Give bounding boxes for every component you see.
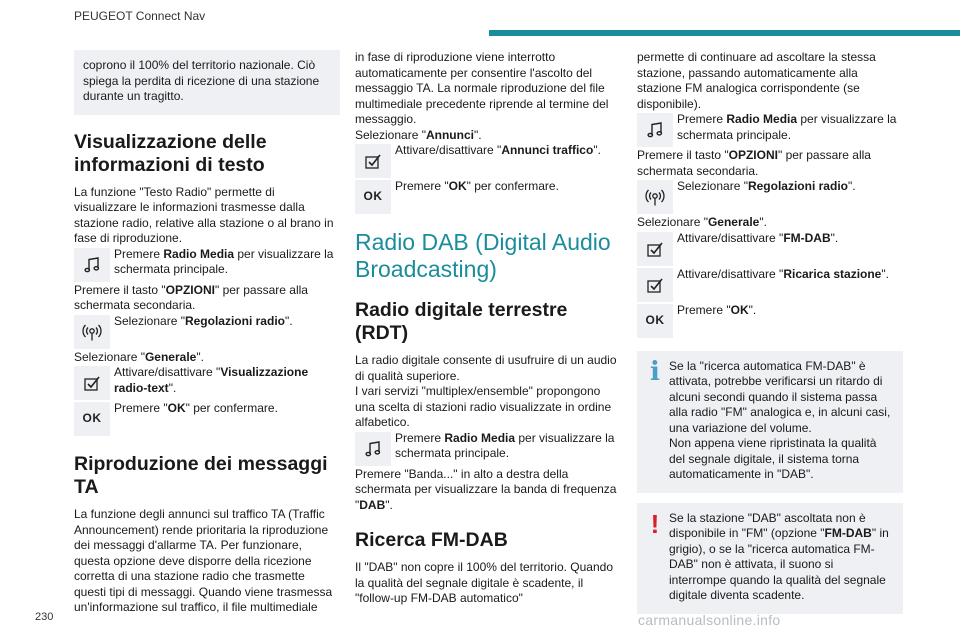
step-toggle-ricarica: Attivare/disattivare "Ricarica stazione". (637, 267, 903, 303)
ok-icon: OK (74, 402, 110, 436)
paragraph: Premere il tasto "OPZIONI" per passare alla schermata secondaria. (637, 148, 871, 178)
column-3 (637, 50, 903, 614)
radio-settings-icon (637, 180, 673, 214)
checkbox-icon (637, 268, 673, 302)
paragraph: La funzione degli annunci sul traffico TA (Traffic Announcement) rende prioritaria la riproduzione dei messaggi d'allarme TA. Per funzionare, questa opzione deve disporre della ricezione corretta di una stazione radio che trasmette questi tipi di messaggi. Quando viene trasmessa un'informazione sul traffico, il file multimediale (74, 507, 333, 614)
heading-fmdab: Ricerca FM-DAB (355, 529, 508, 551)
heading-rdt: Radio digitale terrestre (RDT) (355, 299, 568, 344)
paragraph: Selezionare "Annunci". (355, 127, 482, 142)
section-title-dab: Radio DAB (Digital Audio Broadcasting) (355, 229, 611, 282)
column-2 (355, 50, 621, 607)
step-radio-settings: Selezionare "Regolazioni radio". (637, 179, 903, 215)
step-toggle-fmdab: Attivare/disattivare "FM-DAB". (637, 231, 903, 267)
note-text: Se la "ricerca automatica FM-DAB" è attivata, potrebbe verificarsi un ritardo di alcuni secondi quando il sistema passa alla radio "FM" analogica e, in alcuni casi, una variazione del volume. (669, 358, 891, 435)
info-note (637, 351, 903, 493)
step-toggle-traffic: Attivare/disattivare "Annunci traffico". (355, 143, 621, 179)
note-box (74, 50, 340, 115)
step-toggle-radiotext: Attivare/disattivare "Visualizzazione radio-text". (74, 365, 340, 401)
checkbox-icon (637, 232, 673, 266)
step-radio-media: Premere Radio Media per visualizzare la schermata principale. (637, 112, 903, 148)
paragraph: La radio digitale consente di usufruire di un audio di qualità superiore. (355, 353, 617, 383)
checkbox-icon (74, 366, 110, 400)
step-radio-settings: Selezionare "Regolazioni radio". (74, 314, 340, 350)
paragraph: Il "DAB" non copre il 100% del territorio. Quando la qualità del segnale digitale è scadente, il "follow-up FM-DAB automatico" (355, 560, 613, 605)
step-ok: OK Premere "OK". (637, 303, 903, 339)
note-text: Non appena viene ripristinata la qualità del segnale digitale, il sistema torna automaticamente in "DAB". (669, 436, 877, 481)
paragraph: Premere il tasto "OPZIONI" per passare alla schermata secondaria. (74, 282, 308, 312)
step-ok: OK Premere "OK" per confermare. (355, 179, 621, 215)
radio-settings-icon (74, 315, 110, 349)
step-radio-media: Premere Radio Media per visualizzare la schermata principale. (355, 431, 621, 467)
ok-icon: OK (355, 180, 391, 214)
info-icon: i (650, 356, 660, 387)
heading-text-info: Visualizzazione delle informazioni di testo (74, 130, 267, 176)
music-note-icon (355, 432, 391, 466)
warning-icon: ! (650, 508, 660, 539)
header-title: PEUGEOT Connect Nav (74, 9, 206, 23)
heading-ta: Riproduzione dei messaggi TA (74, 453, 328, 498)
paragraph: Premere "Banda..." in alto a destra della schermata per visualizzare la banda di frequenza "DAB". (355, 466, 617, 512)
watermark: carmanualsonline.info (638, 612, 781, 628)
page-number: 230 (35, 611, 54, 623)
paragraph: in fase di riproduzione viene interrotto automaticamente per consentire l'ascolto del messaggio TA. La normale riproduzione del file multimediale precedente riprende al termine del messaggio. (355, 50, 609, 126)
warning-note (637, 503, 903, 614)
header-accent-bar (489, 30, 960, 36)
paragraph: Selezionare "Generale". (74, 349, 204, 364)
paragraph: Selezionare "Generale". (637, 215, 767, 229)
paragraph: I vari servizi "multiplex/ensemble" propongono una scelta di stazioni radio visualizzate in ordine alfabetico. (355, 384, 612, 429)
paragraph: permette di continuare ad ascoltare la stessa stazione, passando automaticamente alla stazione FM analogica corrispondente (se disponibile). (637, 50, 876, 111)
step-ok: OK Premere "OK" per confermare. (74, 401, 340, 437)
ok-icon: OK (637, 304, 673, 338)
column-1 (74, 50, 340, 616)
music-note-icon (74, 248, 110, 282)
step-radio-media: Premere Radio Media per visualizzare la schermata principale. (74, 247, 340, 283)
music-note-icon (637, 113, 673, 147)
note-text: coprono il 100% del territorio nazionale. Ciò spiega la perdita di ricezione di una stazione durante un tragitto. (83, 58, 320, 103)
checkbox-icon (355, 144, 391, 178)
paragraph: La funzione "Testo Radio" permette di visualizzare le informazioni trasmesse dalla stazione radio, relative alla stazione o al brano in fase di riproduzione. (74, 184, 334, 245)
note-text: Se la stazione "DAB" ascoltata non è disponibile in "FM" (opzione "FM-DAB" in grigio), o se la "ricerca automatica FM-DAB" non è attivata, il suono si interrompe quando la qualità del segnale digitale diventa scadente. (669, 510, 889, 602)
